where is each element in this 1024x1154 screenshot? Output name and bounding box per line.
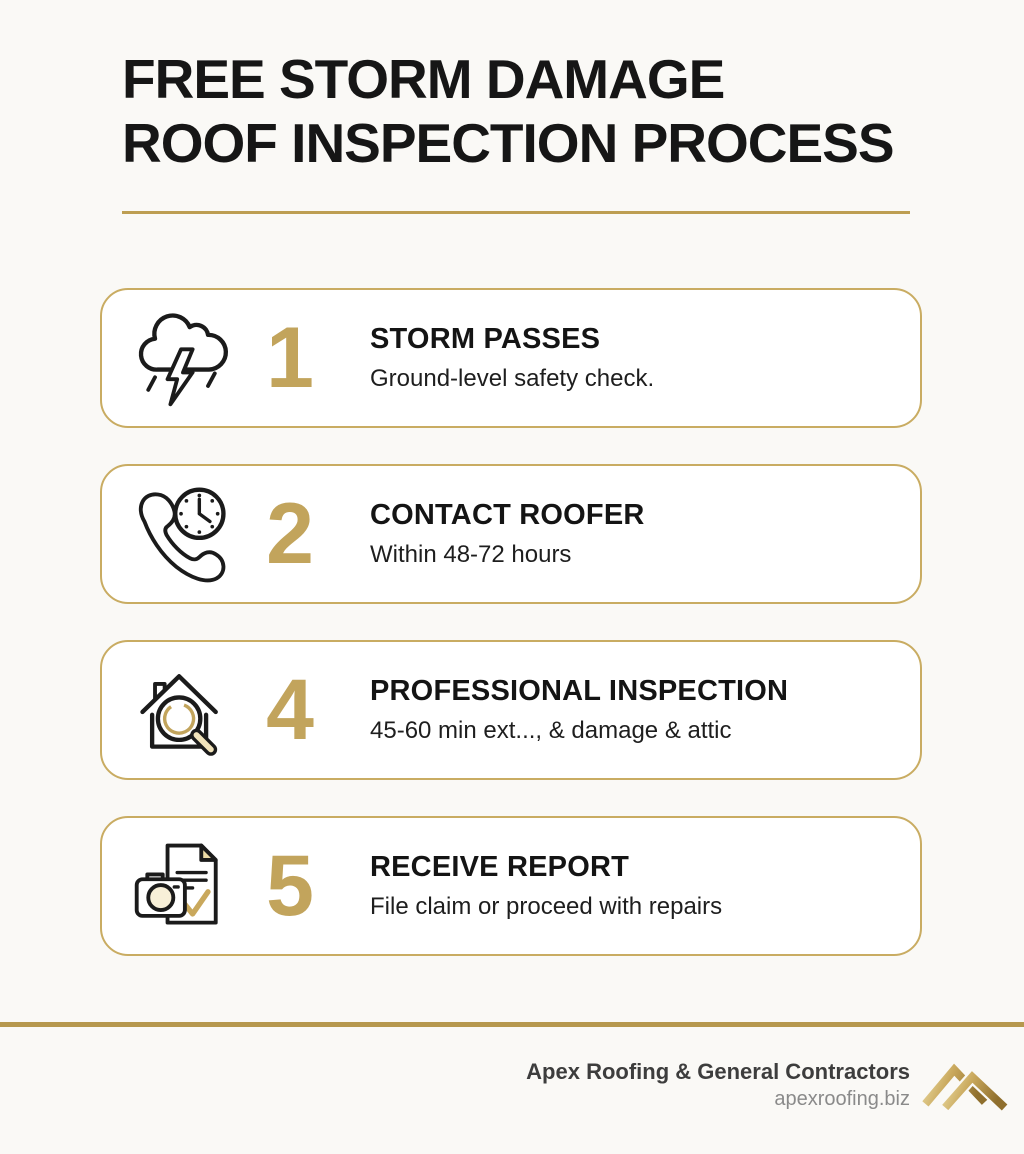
- step-number: 4: [266, 662, 314, 758]
- step-text: [370, 675, 788, 745]
- step-subtitle: File claim or proceed with repairs: [370, 893, 723, 920]
- step-number: 2: [266, 486, 314, 582]
- mountain-peaks-logo: [920, 1058, 1010, 1112]
- steps-list: [100, 288, 922, 956]
- storm-cloud-lightning-icon: [126, 300, 238, 416]
- house-magnifier-icon: [126, 652, 238, 768]
- step-card-receive-report: [100, 816, 922, 956]
- step-title: STORM PASSES: [370, 323, 601, 355]
- step-card-contact-roofer: [100, 464, 922, 604]
- step-text: [370, 851, 722, 921]
- step-title: RECEIVE REPORT: [370, 851, 630, 883]
- step-subtitle: Within 48-72 hours: [370, 541, 572, 568]
- title-divider: [122, 211, 910, 214]
- step-title: CONTACT ROOFER: [370, 499, 645, 531]
- company-name: Apex Roofing & General Contractors: [526, 1059, 910, 1084]
- step-card-storm-passes: [100, 288, 922, 428]
- report-photos-icon: [126, 828, 238, 944]
- footer: [526, 1058, 1010, 1112]
- step-subtitle: 45-60 min ext..., & damage & attic: [370, 717, 732, 744]
- step-subtitle: Ground-level safety check.: [370, 365, 655, 392]
- footer-text: [526, 1059, 910, 1111]
- page-title-line2: ROOF INSPECTION PROCESS: [122, 111, 894, 174]
- footer-divider: [0, 1022, 1024, 1027]
- step-text: [370, 499, 645, 569]
- step-number: 1: [266, 310, 314, 406]
- website-url: apexroofing.biz: [774, 1088, 910, 1110]
- step-text: [370, 323, 654, 393]
- phone-clock-icon: [126, 476, 238, 592]
- step-card-professional-inspection: [100, 640, 922, 780]
- header: [122, 48, 894, 176]
- step-number: 5: [266, 838, 314, 934]
- step-title: PROFESSIONAL INSPECTION: [370, 675, 789, 707]
- page-title-line1: FREE STORM DAMAGE: [122, 48, 725, 110]
- page-title: [122, 48, 894, 176]
